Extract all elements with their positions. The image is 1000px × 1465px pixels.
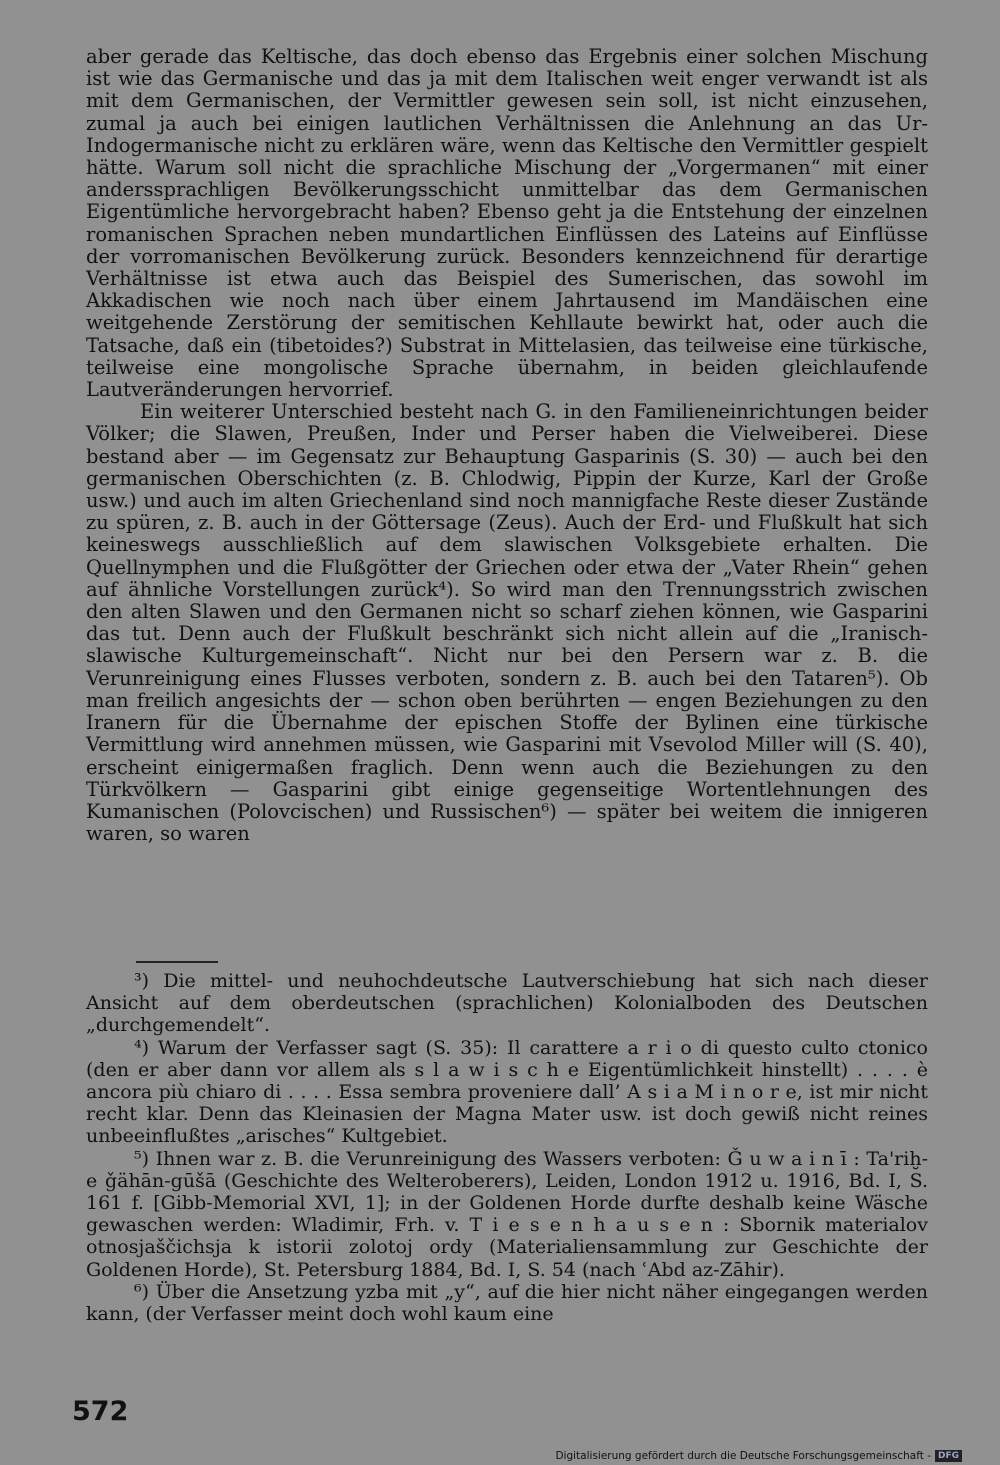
main-text (86, 46, 928, 845)
footnote-5: ⁵) Ihnen war z. B. die Verunreinigung des Wassers verboten: Ǧ u w a i n ī : Ta'riḫ-e ǧähān-gūšā (Geschichte des Welteroberers), Leiden, London 1912 u. 1916, Bd. I, S. 161 f. [Gibb-Memorial XVI, 1]; in der Goldenen Horde durfte deshalb keine Wäsche gewaschen werden: Wladimir, Frh. v. T i e s e n h a u s e n : Sbornik materialov otnosjaščichsja k istorii zolotoj ordy (Materialiensammlung zur Geschichte der Goldenen Horde), St. Petersburg 1884, Bd. I, S. 54 (nach ʿAbd az-Zāhir). (86, 1147, 928, 1281)
page-number: 572 (72, 1396, 129, 1427)
dfg-logo: DFG (935, 1450, 962, 1462)
paragraph: aber gerade das Keltische, das doch ebenso das Ergebnis einer solchen Mischung ist wie das Germanische und das ja mit dem Italischen weit enger verwandt ist als mit dem Germanischen, der Vermittler gewesen sein soll, ist nicht einzusehen, zumal ja auch bei einigen lautlichen Verhältnissen die Anlehnung an das Ur-Indogermanische nicht zu erklären wäre, wenn das Keltische den Vermittler gespielt hätte. Warum soll nicht die sprachliche Mischung der „Vorgermanen“ mit einer anderssprachligen Bevölkerungsschicht unmittelbar das dem Germanischen Eigentümliche hervorgebracht haben? Ebenso geht ja die Entstehung der einzelnen romanischen Sprachen neben mundartlichen Einflüssen des Lateins auf Einflüsse der vorromanischen Bevölkerung zurück. Besonders kennzeichnend für derartige Verhältnisse ist etwa auch das Beispiel des Sumerischen, das sowohl im Akkadischen wie noch nach über einem Jahrtausend im Mandäischen eine weitgehende Zerstörung der semitischen Kehllaute bewirkt hat, oder auch die Tatsache, daß ein (tibetoides?) Substrat in Mittelasien, das teilweise eine türkische, teilweise eine mongolische Sprache übernahm, in beiden gleichlaufende Lautveränderungen hervorrief. (86, 45, 928, 402)
credit-text: Digitalisierung gefördert durch die Deutsche Forschungsgemeinschaft - (555, 1450, 931, 1462)
paragraph: Ein weiterer Unterschied besteht nach G. in den Familieneinrichtungen beider Völker; die Slawen, Preußen, Inder und Perser haben die Vielweiberei. Diese bestand aber — im Gegensatz zur Behauptung Gasparinis (S. 30) — auch bei den germanischen Oberschichten (z. B. Chlodwig, Pippin der Kurze, Karl der Große usw.) und auch im alten Griechenland sind noch mannigfache Reste dieser Zustände zu spüren, z. B. auch in der Göttersage (Zeus). Auch der Erd- und Flußkult hat sich keineswegs ausschließlich auf dem slawischen Volksgebiete erhalten. Die Quellnymphen und die Flußgötter der Griechen oder etwa der „Vater Rhein“ gehen auf ähnliche Vorstellungen zurück⁴). So wird man den Trennungsstrich zwischen den alten Slawen und den Germanen nicht so scharf ziehen können, wie Gasparini das tut. Denn auch der Flußkult beschränkt sich nicht allein auf die „Iranisch-slawische Kulturgemeinschaft“. Nicht nur bei den Persern war z. B. die Verunreinigung eines Flusses verboten, sondern z. B. auch bei den Tataren⁵). Ob man freilich angesichts der — schon oben berührten — engen Beziehungen zu den Iranern für die Übernahme der epischen Stoffe der Bylinen eine türkische Vermittlung wird annehmen müssen, wie Gasparini mit Vsevolod Miller will (S. 40), erscheint einigermaßen fraglich. Denn wenn auch die Beziehungen zu den Türkvölkern — Gasparini gibt einige gegenseitige Wortentlehnungen des Kumanischen (Polovcischen) und Russischen⁶) — später bei weitem die innigeren waren, so waren (86, 400, 928, 846)
digitization-credit (555, 1450, 962, 1462)
footnote-divider (136, 961, 218, 963)
footnote-4: ⁴) Warum der Verfasser sagt (S. 35): Il carattere a r i o di questo culto ctonico (den er aber dann vor allem als s l a w i s c h e Eigentümlichkeit hinstellt) . . . . è ancora più chiaro di . . . . Essa sembra proveniere dall’ A s i a M i n o r e, ist mir nicht recht klar. Denn das Kleinasien der Magna Mater usw. ist doch gewiß nicht reines unbeeinflußtes „arisches“ Kultgebiet. (86, 1036, 928, 1148)
footnote-6: ⁶) Über die Ansetzung yzba mit „y“, auf die hier nicht näher eingegangen werden kann, (der Verfasser meint doch wohl kaum eine (86, 1280, 928, 1326)
footnotes (86, 970, 928, 1325)
footnote-3: ³) Die mittel- und neuhochdeutsche Lautverschiebung hat sich nach dieser Ansicht auf dem oberdeutschen (sprachlichen) Kolonialboden des Deutschen „durchgemendelt“. (86, 970, 928, 1037)
